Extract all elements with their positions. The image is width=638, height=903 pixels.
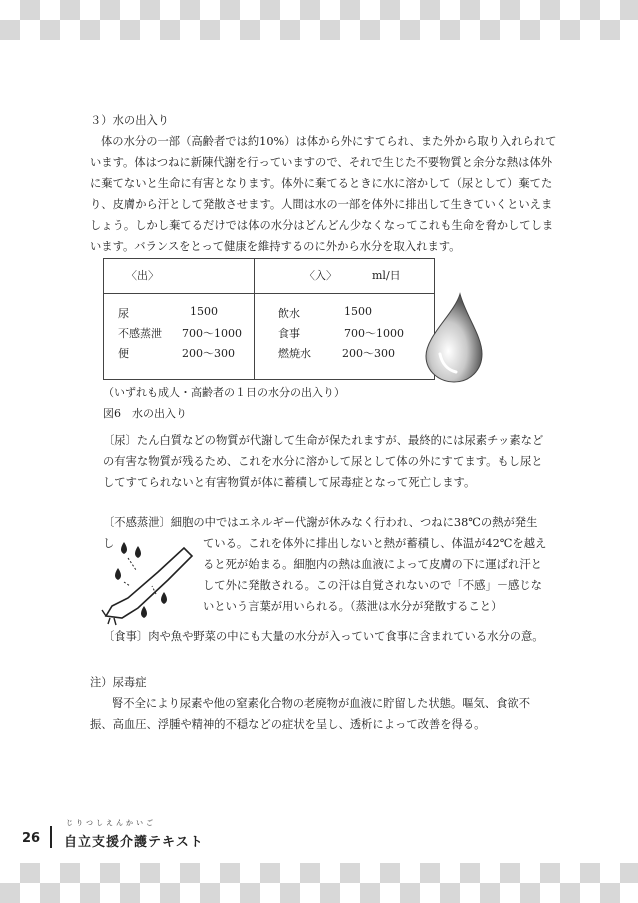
out-label: 尿 (118, 307, 129, 320)
table-column-divider (254, 259, 255, 379)
in-label: 飲水 (278, 307, 300, 320)
out-value: 1500 (190, 305, 218, 318)
figure-caption (103, 382, 345, 424)
out-label: 便 (118, 347, 129, 360)
bottom-checker-border (0, 863, 638, 903)
page-number: 26 (22, 831, 41, 846)
insensible-rest: ている。これを体外に排出しないと熱が蓄積し、体温が42℃を越えると死が始まる。細胞内の熱は血液によって皮膚の下に運ばれ汗として外に発散される。この汗は自覚されないので「不感」－感じないという言葉が用いられる。（蒸泄は水分が発散すること） (203, 537, 547, 613)
figure-label: 図6 水の出入り (103, 407, 187, 420)
in-label: 燃焼水 (278, 347, 311, 360)
out-value: 200～300 (182, 347, 235, 360)
header-out: 〈出〉 (126, 269, 159, 282)
note-heading: 注）尿毒症 (90, 676, 147, 689)
header-unit: ml/日 (372, 269, 401, 282)
table-header-divider (104, 293, 434, 294)
in-value: 200～300 (342, 347, 395, 360)
meal-text: 〔食事〕肉や魚や野菜の中にも大量の水分が入っていて食事に含まれている水分の意。 (103, 630, 544, 643)
urine-text: 〔尿〕たん白質などの物質が代謝して生命が保たれますが、最終的には尿素チッ素などの有害な物質が残るため、これを水分に溶かして尿として体の外にすてます。もし尿としてすてられないと有害物質が体に蓄積して尿毒症となって死亡します。 (103, 434, 544, 489)
caption-note: （いずれも成人・高齢者の１日の水分の出入り） (103, 386, 345, 399)
uremia-note (90, 672, 550, 735)
footer-divider (50, 826, 52, 848)
footer-title-ruby: じりつしえんかいご (66, 819, 156, 827)
note-text: 腎不全により尿素や他の窒素化合物の老廃物が血液に貯留した状態。嘔気、食欲不振、高血圧、浮腫や精神的不穏などの症状を呈し、透析によって改善を得る。 (90, 697, 530, 731)
in-value: 1500 (344, 305, 372, 318)
top-checker-border (0, 0, 638, 40)
in-value: 700～1000 (344, 327, 404, 340)
water-drop-icon (420, 292, 486, 384)
water-balance-table (103, 258, 435, 380)
arm-sweat-illustration (98, 528, 198, 628)
section-water-balance (90, 110, 560, 257)
out-value: 700～1000 (182, 327, 242, 340)
section-paragraph: 体の水分の一部（高齢者では約10%）は体から外にすてられ、また外から取り入れられています。体はつねに新陳代謝を行っていますので、それで生じた不要物質と余分な熱は体外に棄てないと生命に有害となります。体外に棄てるときに水に溶かして（尿として）棄てたり、皮膚から汗として発散させます。人間は水の一部を体外に排出して生きていくといえましょう。しかし棄てるだけでは体の水分はどんどん少なくなってこれも生命を脅かしてしまいます。バランスをとって健康を維持するのに外から水分を取入れます。 (90, 135, 557, 253)
insensible-line1: 〔不感蒸泄〕細胞の中ではエネルギー代謝が休みなく行われ、つねに38℃の熱が発生し (103, 516, 538, 550)
urine-section (103, 430, 548, 493)
header-in: 〈入〉 (304, 269, 337, 282)
section-heading: ３）水の出入り (90, 114, 170, 127)
footer-title: 自立支援介護テキスト (64, 835, 204, 850)
out-label: 不感蒸泄 (118, 327, 162, 340)
in-label: 食事 (278, 327, 300, 340)
